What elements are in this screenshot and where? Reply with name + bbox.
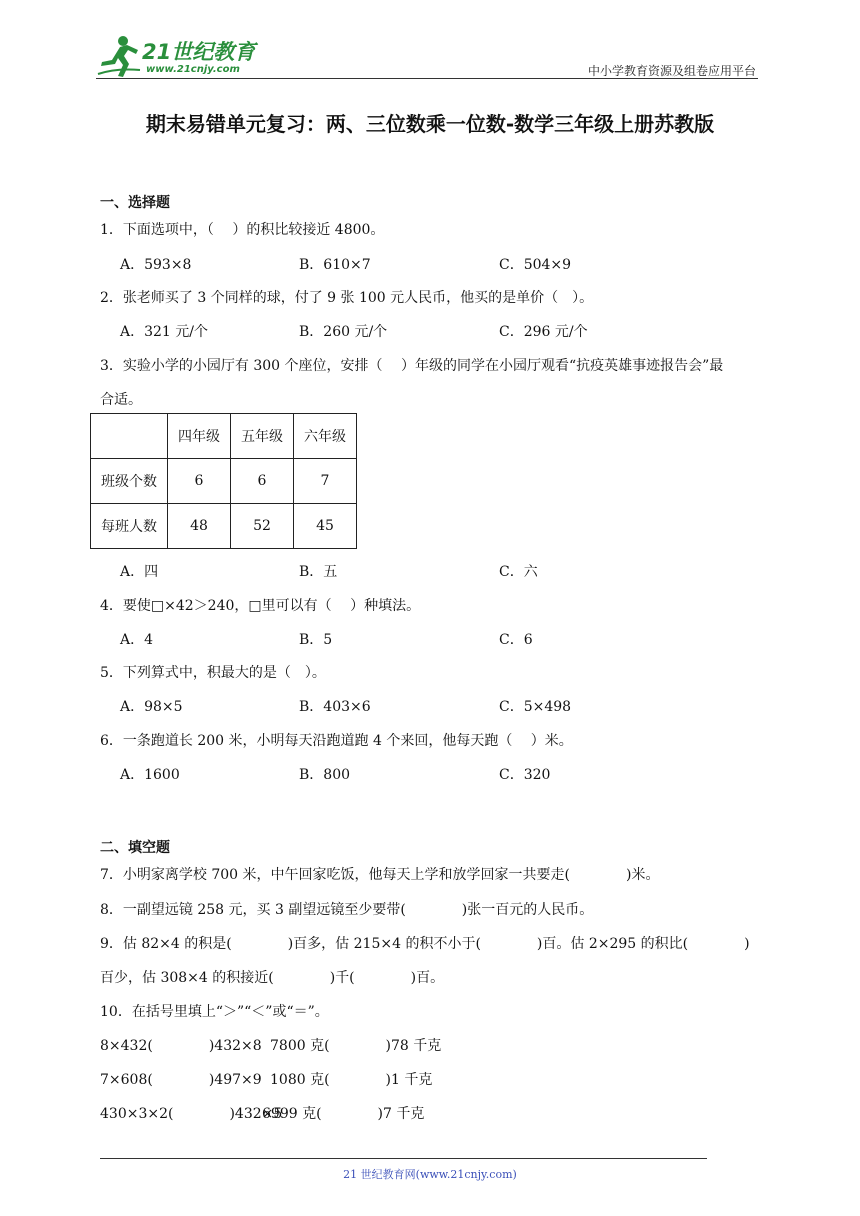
question-1: 1．下面选项中，（ ）的积比较接近 4800。 bbox=[100, 222, 385, 238]
footer-divider bbox=[100, 1158, 707, 1159]
question-9-line1: 9．估 82×4 的积是( )百多，估 215×4 的积不小于( )百。估 2×295 的积比( ) bbox=[100, 936, 750, 952]
table-cell: 6 bbox=[168, 459, 231, 504]
q10-row-1-left: 8×432( )432×8 bbox=[100, 1038, 262, 1054]
q3-option-c: C．六 bbox=[499, 564, 538, 580]
q4-option-a: A．4 bbox=[120, 632, 154, 648]
table-header: 六年级 bbox=[294, 414, 357, 459]
section-choice-heading: 一、选择题 bbox=[100, 195, 170, 211]
table-cell: 45 bbox=[294, 504, 357, 549]
table-row bbox=[91, 459, 357, 504]
q6-option-c: C．320 bbox=[499, 767, 551, 783]
q10-row-1-right: 7800 克( )78 千克 bbox=[270, 1038, 442, 1054]
q1-option-c: C．504×9 bbox=[499, 257, 572, 273]
page-title: 期末易错单元复习：两、三位数乘一位数-数学三年级上册苏教版 bbox=[145, 112, 715, 136]
site-logo[interactable] bbox=[96, 34, 266, 80]
q2-option-c: C．296 元/个 bbox=[499, 324, 588, 340]
table-cell: 每班人数 bbox=[91, 504, 168, 549]
section-fill-heading: 二、填空题 bbox=[100, 840, 170, 856]
table-row bbox=[91, 504, 357, 549]
table-cell: 48 bbox=[168, 504, 231, 549]
table-cell bbox=[91, 414, 168, 459]
q5-option-b: B．403×6 bbox=[299, 699, 371, 715]
table-header: 四年级 bbox=[168, 414, 231, 459]
q10-row-3-right: 6999 克( )7 千克 bbox=[262, 1106, 425, 1122]
question-5: 5．下列算式中，积最大的是（ ）。 bbox=[100, 665, 326, 681]
q3-option-a: A．四 bbox=[120, 564, 159, 580]
platform-label: 中小学教育资源及组卷应用平台 bbox=[587, 64, 756, 78]
logo-url: www.21cnjy.com bbox=[146, 64, 240, 75]
question-8: 8．一副望远镜 258 元，买 3 副望远镜至少要带( )张一百元的人民币。 bbox=[100, 902, 594, 918]
q1-option-a: A．593×8 bbox=[120, 257, 192, 273]
page-header bbox=[0, 0, 860, 90]
q4-option-c: C．6 bbox=[499, 632, 533, 648]
table-header: 五年级 bbox=[231, 414, 294, 459]
q4-option-b: B．5 bbox=[299, 632, 333, 648]
q5-option-c: C．5×498 bbox=[499, 699, 572, 715]
grade-table bbox=[90, 413, 357, 549]
q6-option-b: B．800 bbox=[299, 767, 351, 783]
table-cell: 7 bbox=[294, 459, 357, 504]
logo-text: 21世纪教育 bbox=[142, 40, 256, 64]
table-header-row bbox=[91, 414, 357, 459]
question-2: 2．张老师买了 3 个同样的球，付了 9 张 100 元人民币，他买的是单价（ ）。 bbox=[100, 290, 594, 306]
q1-option-b: B．610×7 bbox=[299, 257, 371, 273]
question-10: 10．在括号里填上“＞”“＜”或“＝”。 bbox=[100, 1004, 329, 1020]
table-cell: 52 bbox=[231, 504, 294, 549]
question-4: 4．要使□×42＞240，□里可以有（ ）种填法。 bbox=[100, 598, 421, 614]
question-6: 6．一条跑道长 200 米，小明每天沿跑道跑 4 个来回，他每天跑（ ）米。 bbox=[100, 733, 573, 749]
question-9-line2: 百少，估 308×4 的积接近( )千( )百。 bbox=[100, 970, 445, 986]
q10-row-3-left: 430×3×2( )432×5 bbox=[100, 1106, 283, 1122]
q10-row-2-right: 1080 克( )1 千克 bbox=[270, 1072, 433, 1088]
question-3-line2: 合适。 bbox=[100, 392, 142, 408]
q2-option-b: B．260 元/个 bbox=[299, 324, 388, 340]
q10-row-2-left: 7×608( )497×9 bbox=[100, 1072, 262, 1088]
q3-option-b: B．五 bbox=[299, 564, 338, 580]
footer-link[interactable]: 21 世纪教育网(www.21cnjy.com) bbox=[343, 1168, 517, 1181]
question-7: 7．小明家离学校 700 米，中午回家吃饭，他每天上学和放学回家一共要走( )米。 bbox=[100, 867, 660, 883]
q2-option-a: A．321 元/个 bbox=[120, 324, 208, 340]
header-divider bbox=[96, 78, 758, 79]
table-cell: 6 bbox=[231, 459, 294, 504]
question-3-line1: 3．实验小学的小园厅有 300 个座位，安排（ ）年级的同学在小园厅观看“抗疫英雄事迹报告会”最 bbox=[100, 358, 724, 374]
runner-icon bbox=[96, 34, 144, 80]
q5-option-a: A．98×5 bbox=[120, 699, 183, 715]
q6-option-a: A．1600 bbox=[120, 767, 180, 783]
table-cell: 班级个数 bbox=[91, 459, 168, 504]
